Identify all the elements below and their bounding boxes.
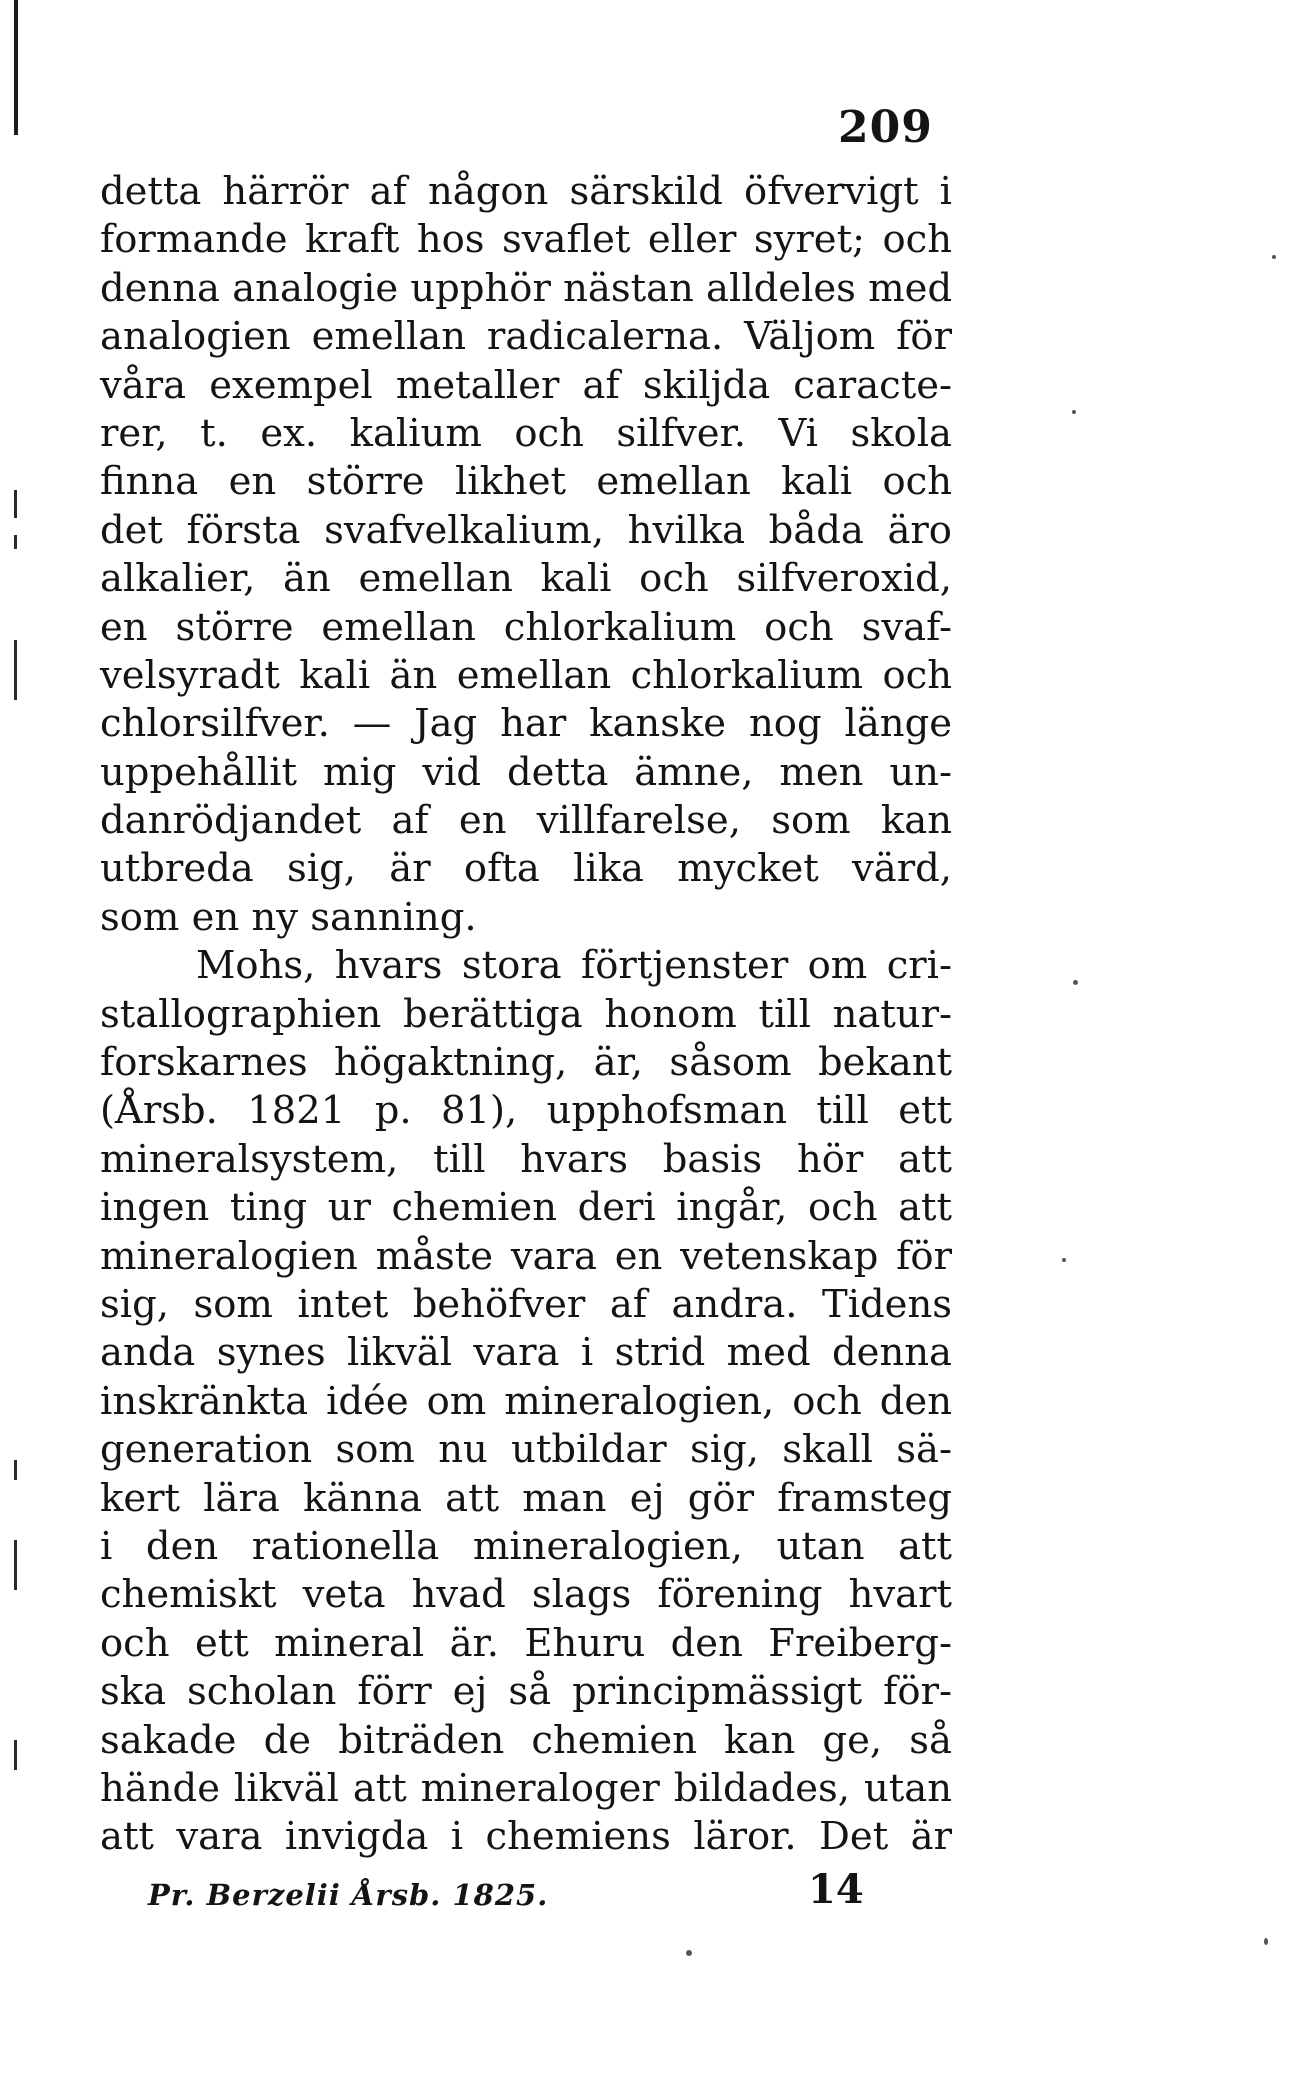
page-edge-mark bbox=[14, 1740, 17, 1770]
text-line: ska scholan förr ej så principmässigt för- bbox=[100, 1669, 952, 1715]
text-line: analogien emellan radicalerna. Väljom för bbox=[100, 314, 952, 360]
text-line: mineralsystem, till hvars basis hör att bbox=[100, 1136, 952, 1182]
page-number: 209 bbox=[838, 102, 933, 153]
text-line: inskränkta idée om mineralogien, och den bbox=[100, 1378, 952, 1424]
text-line: forskarnes högaktning, är, såsom bekant bbox=[100, 1040, 952, 1086]
text-line: ingen ting ur chemien deri ingår, och att bbox=[100, 1185, 952, 1231]
scan-speck bbox=[1272, 255, 1276, 259]
page-edge-mark bbox=[14, 640, 17, 700]
page-edge-mark bbox=[14, 490, 17, 518]
text-line: mineralogien måste vara en vetenskap för bbox=[100, 1233, 952, 1279]
text-line: sig, som intet behöfver af andra. Tidens bbox=[100, 1281, 952, 1327]
text-line: generation som nu utbildar sig, skall sä- bbox=[100, 1427, 952, 1473]
text-line: uppehållit mig vid detta ämne, men un- bbox=[100, 749, 952, 795]
text-line: att vara invigda i chemiens läror. Det är bbox=[100, 1814, 952, 1860]
text-line: velsyradt kali än emellan chlorkalium och bbox=[100, 652, 952, 698]
text-line: en större emellan chlorkalium och svaf- bbox=[100, 604, 952, 650]
text-line: i den rationella mineralogien, utan att bbox=[100, 1523, 952, 1569]
text-line: utbreda sig, är ofta lika mycket värd, bbox=[100, 846, 952, 892]
scan-speck bbox=[1062, 1258, 1066, 1262]
text-line: hände likväl att mineraloger bildades, utan bbox=[100, 1765, 952, 1811]
signature-mark: Pr. Berzelii Årsb. 1825. bbox=[148, 1878, 549, 1912]
scan-speck bbox=[1072, 410, 1076, 414]
text-line: danrödjandet af en villfarelse, som kan bbox=[100, 798, 952, 844]
sheet-number: 14 bbox=[808, 1866, 864, 1913]
text-line: alkalier, än emellan kali och silfveroxid, bbox=[100, 556, 952, 602]
text-line: anda synes likväl vara i strid med denna bbox=[100, 1330, 952, 1376]
page-edge-rule bbox=[14, 0, 18, 135]
text-line: det första svafvelkalium, hvilka båda äro bbox=[100, 507, 952, 553]
body-text bbox=[100, 168, 952, 1862]
paragraph-end-line: som en ny sanning. bbox=[100, 894, 477, 940]
scan-speck bbox=[1073, 980, 1078, 985]
scan-speck bbox=[686, 1950, 692, 1956]
text-line: chlorsilfver. — Jag har kanske nog länge bbox=[100, 701, 952, 747]
page-edge-mark bbox=[14, 1460, 17, 1480]
text-line: detta härrör af någon särskild öfvervigt i bbox=[100, 169, 952, 214]
page-edge-mark bbox=[14, 535, 17, 549]
text-line: finna en större likhet emellan kali och bbox=[100, 459, 952, 505]
text-line: kert lära känna att man ej gör framsteg bbox=[100, 1475, 952, 1521]
scan-speck bbox=[1264, 1938, 1268, 1945]
text-line: våra exempel metaller af skiljda caracte- bbox=[100, 362, 952, 408]
text-line: (Årsb. 1821 p. 81), upphofsman till ett bbox=[100, 1088, 952, 1134]
text-line: rer, t. ex. kalium och silfver. Vi skola bbox=[100, 410, 952, 456]
text-line: stallographien berättiga honom till natur- bbox=[100, 991, 952, 1037]
text-line: denna analogie upphör nästan alldeles med bbox=[100, 265, 953, 311]
page-edge-mark bbox=[14, 1540, 17, 1590]
text-line: sakade de biträden chemien kan ge, så bbox=[100, 1717, 952, 1763]
text-line: formande kraft hos svaflet eller syret; och bbox=[100, 217, 952, 263]
paragraph-start-line: Mohs, hvars stora förtjenster om cri- bbox=[196, 943, 952, 989]
text-line: och ett mineral är. Ehuru den Freiberg- bbox=[100, 1620, 952, 1666]
text-line: chemiskt veta hvad slags förening hvart bbox=[100, 1572, 952, 1618]
